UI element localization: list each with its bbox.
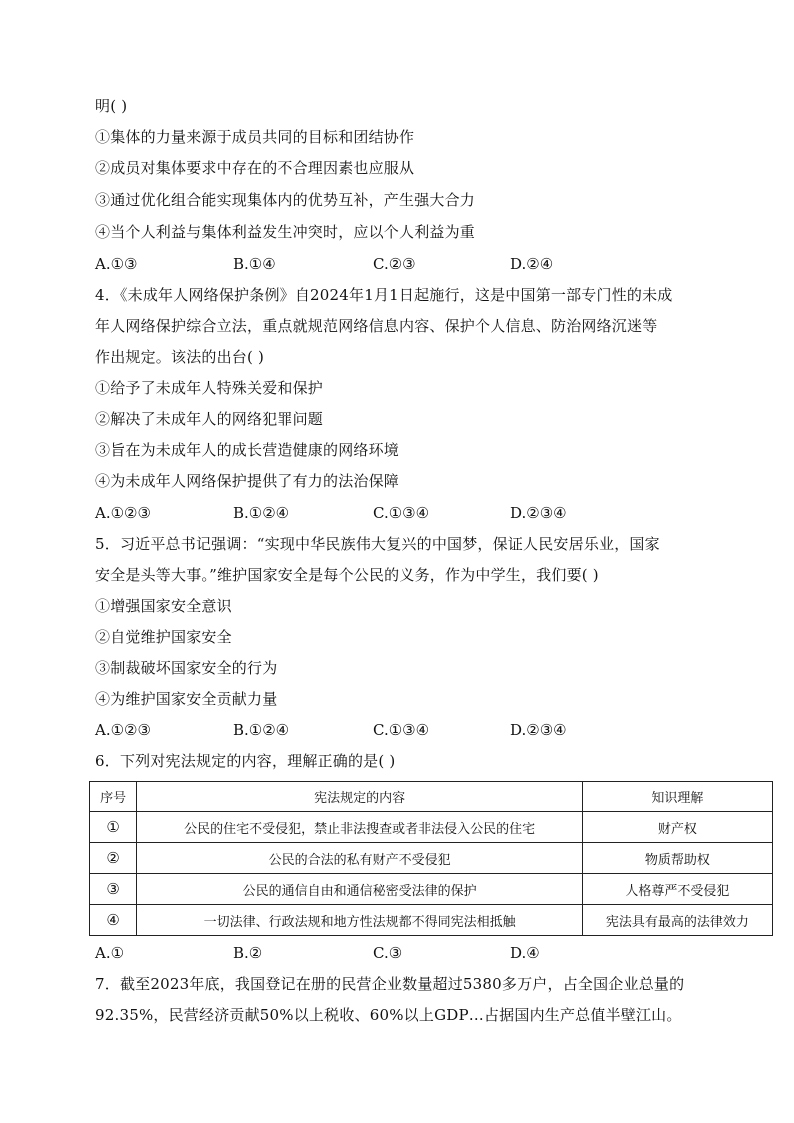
- table-row: [90, 812, 773, 843]
- q4-statement-3: ③旨在为未成年人的成长营造健康的网络环境: [95, 441, 400, 459]
- table-row: [90, 874, 773, 905]
- q4-statement-2: ②解决了未成年人的网络犯罪问题: [95, 410, 324, 428]
- q3-statement-1: ①集体的力量来源于成员共同的目标和团结协作: [95, 128, 415, 146]
- q4-option-a: A.①②③: [95, 504, 151, 522]
- q4-stem-line-3: 作出规定。该法的出台( ): [95, 348, 265, 366]
- table-cell-index: ④: [90, 905, 137, 936]
- table-header-understanding: 知识理解: [582, 782, 772, 812]
- q7-stem-line-2: 92.35%，民营经济贡献50%以上税收、60%以上GDP…占据国内生产总值半壁江山。: [95, 1006, 682, 1024]
- table-cell-understanding: 宪法具有最高的法律效力: [582, 905, 772, 936]
- q4-statement-1: ①给予了未成年人特殊关爱和保护: [95, 379, 324, 397]
- q5-statement-4: ④为维护国家安全贡献力量: [95, 690, 278, 708]
- table-header-row: [90, 782, 773, 812]
- table-cell-content: 公民的通信自由和通信秘密受法律的保护: [137, 874, 583, 905]
- table-header-content: 宪法规定的内容: [137, 782, 583, 812]
- table-cell-understanding: 物质帮助权: [582, 843, 772, 874]
- q3-option-a: A.①③: [95, 255, 138, 273]
- q5-stem-line-2: 安全是头等大事。”维护国家安全是每个公民的义务，作为中学生，我们要( ): [95, 566, 599, 584]
- table-row: [90, 843, 773, 874]
- q5-option-b: B.①②④: [233, 721, 290, 739]
- q6-option-c: C.③: [373, 944, 403, 962]
- table-cell-content: 公民的合法的私有财产不受侵犯: [137, 843, 583, 874]
- q6-option-a: A.①: [95, 944, 125, 962]
- table-header-index: 序号: [90, 782, 137, 812]
- q3-statement-3: ③通过优化组合能实现集体内的优势互补，产生强大合力: [95, 191, 476, 209]
- q5-option-c: C.①③④: [373, 721, 430, 739]
- q3-option-b: B.①④: [233, 255, 276, 273]
- table-cell-understanding: 人格尊严不受侵犯: [582, 874, 772, 905]
- q4-stem-line-1: 4．《未成年人网络保护条例》自2024年1月1日起施行，这是中国第一部专门性的未成: [95, 286, 673, 304]
- q7-stem-line-1: 7．截至2023年底，我国登记在册的民营企业数量超过5380多万户，占全国企业总量的: [95, 975, 685, 993]
- table-cell-content: 公民的住宅不受侵犯，禁止非法搜查或者非法侵入公民的住宅: [137, 812, 583, 843]
- table-cell-understanding: 财产权: [582, 812, 772, 843]
- q3-option-d: D.②④: [510, 255, 554, 273]
- q6-option-b: B.②: [233, 944, 263, 962]
- q4-option-d: D.②③④: [510, 504, 567, 522]
- q6-option-d: D.④: [510, 944, 540, 962]
- q4-statement-4: ④为未成年人网络保护提供了有力的法治保障: [95, 472, 400, 490]
- table-cell-content: 一切法律、行政法规和地方性法规都不得同宪法相抵触: [137, 905, 583, 936]
- q5-statement-1: ①增强国家安全意识: [95, 597, 232, 615]
- q6-stem: 6．下列对宪法规定的内容，理解正确的是( ): [95, 752, 396, 770]
- q4-stem-line-2: 年人网络保护综合立法，重点就规范网络信息内容、保护个人信息、防治网络沉迷等: [95, 317, 658, 335]
- table-cell-index: ②: [90, 843, 137, 874]
- q4-option-c: C.①③④: [373, 504, 430, 522]
- table-row: [90, 905, 773, 936]
- q3-statement-2: ②成员对集体要求中存在的不合理因素也应服从: [95, 159, 415, 177]
- q3-stem-end: 明( ): [95, 97, 128, 115]
- q6-table: [89, 781, 773, 936]
- q5-stem-line-1: 5．习近平总书记强调：“实现中华民族伟大复兴的中国梦，保证人民安居乐业，国家: [95, 535, 660, 553]
- q4-option-b: B.①②④: [233, 504, 290, 522]
- q5-option-a: A.①②③: [95, 721, 151, 739]
- q5-statement-3: ③制裁破坏国家安全的行为: [95, 659, 278, 677]
- table-cell-index: ①: [90, 812, 137, 843]
- q5-option-d: D.②③④: [510, 721, 567, 739]
- q3-statement-4: ④当个人利益与集体利益发生冲突时，应以个人利益为重: [95, 223, 476, 241]
- table-cell-index: ③: [90, 874, 137, 905]
- q5-statement-2: ②自觉维护国家安全: [95, 628, 232, 646]
- q3-option-c: C.②③: [373, 255, 416, 273]
